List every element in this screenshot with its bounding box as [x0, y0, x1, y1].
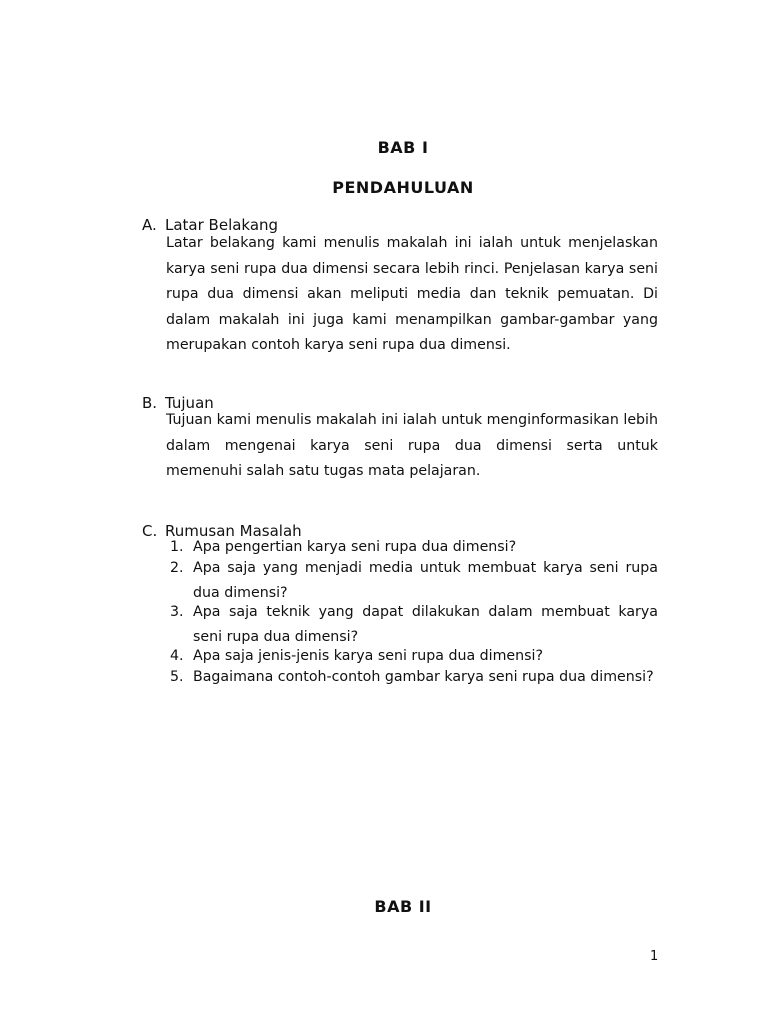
- chapter-title: BAB II: [374, 897, 432, 916]
- section-marker: A.: [142, 216, 157, 234]
- list-item: [166, 600, 658, 650]
- list-text: Apa pengertian karya seni rupa dua dimensi?: [193, 539, 517, 555]
- list-text: Apa saja teknik yang dapat dilakukan dalam membuat karya seni rupa dua dimensi?: [193, 604, 658, 645]
- section-marker: C.: [142, 522, 158, 540]
- list-text: Apa saja jenis-jenis karya seni rupa dua dimensi?: [193, 648, 544, 664]
- section-heading-rumusan-masalah: [142, 522, 302, 540]
- list-text: Apa saja yang menjadi media untuk membuat karya seni rupa dua dimensi?: [193, 560, 658, 601]
- list-number: 5.: [170, 669, 184, 685]
- page-number: 1: [650, 949, 659, 964]
- list-text: Bagaimana contoh-contoh gambar karya seni rupa dua dimensi?: [193, 669, 654, 685]
- list-item: [166, 556, 658, 606]
- chapter-title: BAB I: [377, 138, 429, 157]
- section-title: Latar Belakang: [165, 216, 279, 234]
- list-number: 4.: [170, 648, 184, 664]
- section-title: Tujuan: [165, 394, 214, 412]
- chapter-subtitle: PENDAHULUAN: [332, 178, 474, 197]
- section-body-latar-belakang: Latar belakang kami menulis makalah ini ialah untuk menjelaskan karya seni rupa dua dimensi secara lebih rinci. Penjelasan karya seni rupa dua dimensi akan meliputi media dan teknik pemuatan. Di dalam makalah ini juga kami menampilkan gambar-gambar yang merupakan contoh karya seni rupa dua dimensi.: [166, 235, 658, 354]
- list-item: [166, 665, 658, 690]
- section-marker: B.: [142, 394, 158, 412]
- list-number: 3.: [170, 604, 184, 620]
- problem-list: [166, 539, 658, 690]
- section-body-tujuan: Tujuan kami menulis makalah ini ialah untuk menginformasikan lebih dalam mengenai karya seni rupa dua dimensi serta untuk memenuhi salah satu tugas mata pelajaran.: [166, 412, 658, 480]
- list-number: 2.: [170, 560, 184, 576]
- list-item: [166, 539, 658, 556]
- list-number: 1.: [170, 539, 184, 555]
- list-item: [166, 648, 658, 665]
- section-title: Rumusan Masalah: [165, 522, 302, 540]
